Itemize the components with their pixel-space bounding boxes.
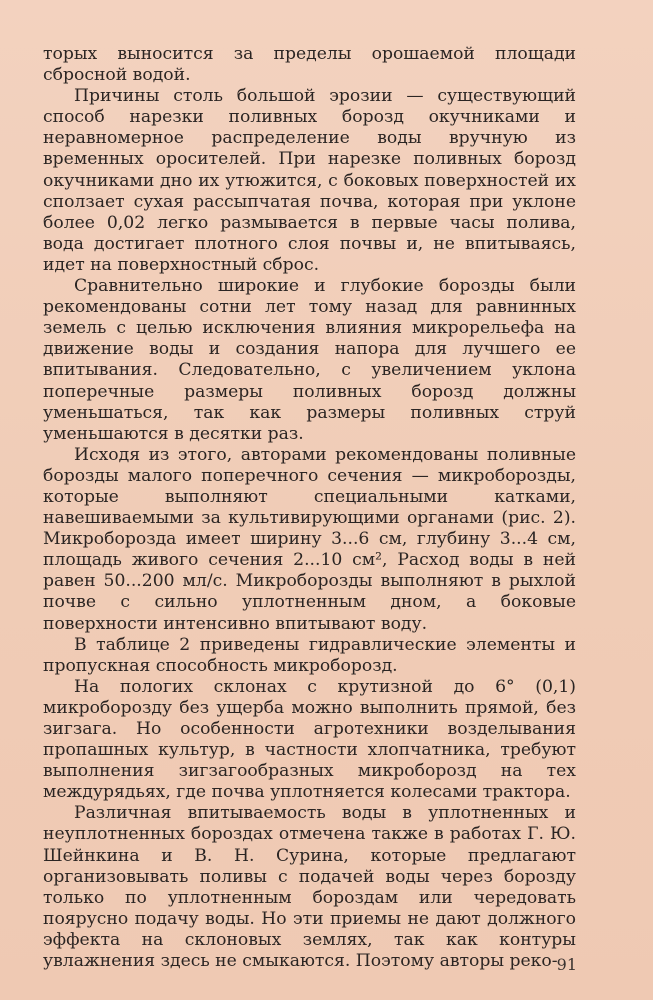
body-text — [43, 44, 576, 972]
paragraph-table-reference: В таблице 2 приведены гидравлические элементы и пропускная способность микроборозд. — [43, 634, 576, 676]
paragraph-continuation: торых выносится за пределы орошаемой площади сбросной водой. — [43, 44, 576, 86]
paragraph-microfurrows: Исходя из этого, авторами рекомендованы поливные борозды малого поперечного сечения — микроборозды, которые выполняют специальными катками, навешиваемыми за культивирующими органами (рис. 2). Микроборозда имеет ширину 3...6 см, глубину 3...4 см, площадь живого сечения 2...10 см², Расход воды в ней равен 50...200 мл/с. Микроборозды выполняют в рыхлой почве с сильно уплотненным дном, а боковые поверхности интенсивно впитывают воду. — [43, 444, 576, 634]
paragraph-gentle-slopes: На пологих склонах с крутизной до 6° (0,1) микроборозду без ущерба можно выполнить прямой, без зигзага. Но особенности агротехники возделывания пропашных культур, в частности хлопчатника, требуют выполнения зигзагообразных микроборозд на тех междурядьях, где почва уплотняется колесами трактора. — [43, 676, 576, 803]
paragraph-erosion-causes: Причины столь большой эрозии — существующий способ нарезки поливных борозд окучниками и неравномерное распределение воды вручную из временных оросителей. При нарезке поливных борозд окучниками дно их утюжится, с боковых поверхностей их сползает сухая рассыпчатая почва, которая при уклоне более 0,02 легко размывается в первые часы полива, вода достигает плотного слоя почвы и, не впитываясь, идет на поверхностный сброс. — [43, 86, 576, 275]
paragraph-wide-furrows: Сравнительно широкие и глубокие борозды были рекомендованы сотни лет тому назад для равнинных земель с целью исключения влияния микрорельефа на движение воды и создания напора для лучшего ее впитывания. Следовательно, с увеличением уклона поперечные размеры поливных борозд должны уменьшаться, так как размеры поливных струй уменьшаются в десятки раз. — [43, 276, 576, 444]
page-number: 91 — [556, 955, 577, 974]
paragraph-infiltration: Различная впитываемость воды в уплотненных и неуплотненных бороздах отмечена также в работах Г. Ю. Шейнкина и В. Н. Сурина, которые предлагают организовывать поливы с подачей воды через борозду только по уплотненным бороздам или чередовать поярусно подачу воды. Но эти приемы не дают должного эффекта на склоновых землях, так как контуры увлажнения здесь не смыкаются. Поэтому авторы реко- — [43, 803, 576, 972]
